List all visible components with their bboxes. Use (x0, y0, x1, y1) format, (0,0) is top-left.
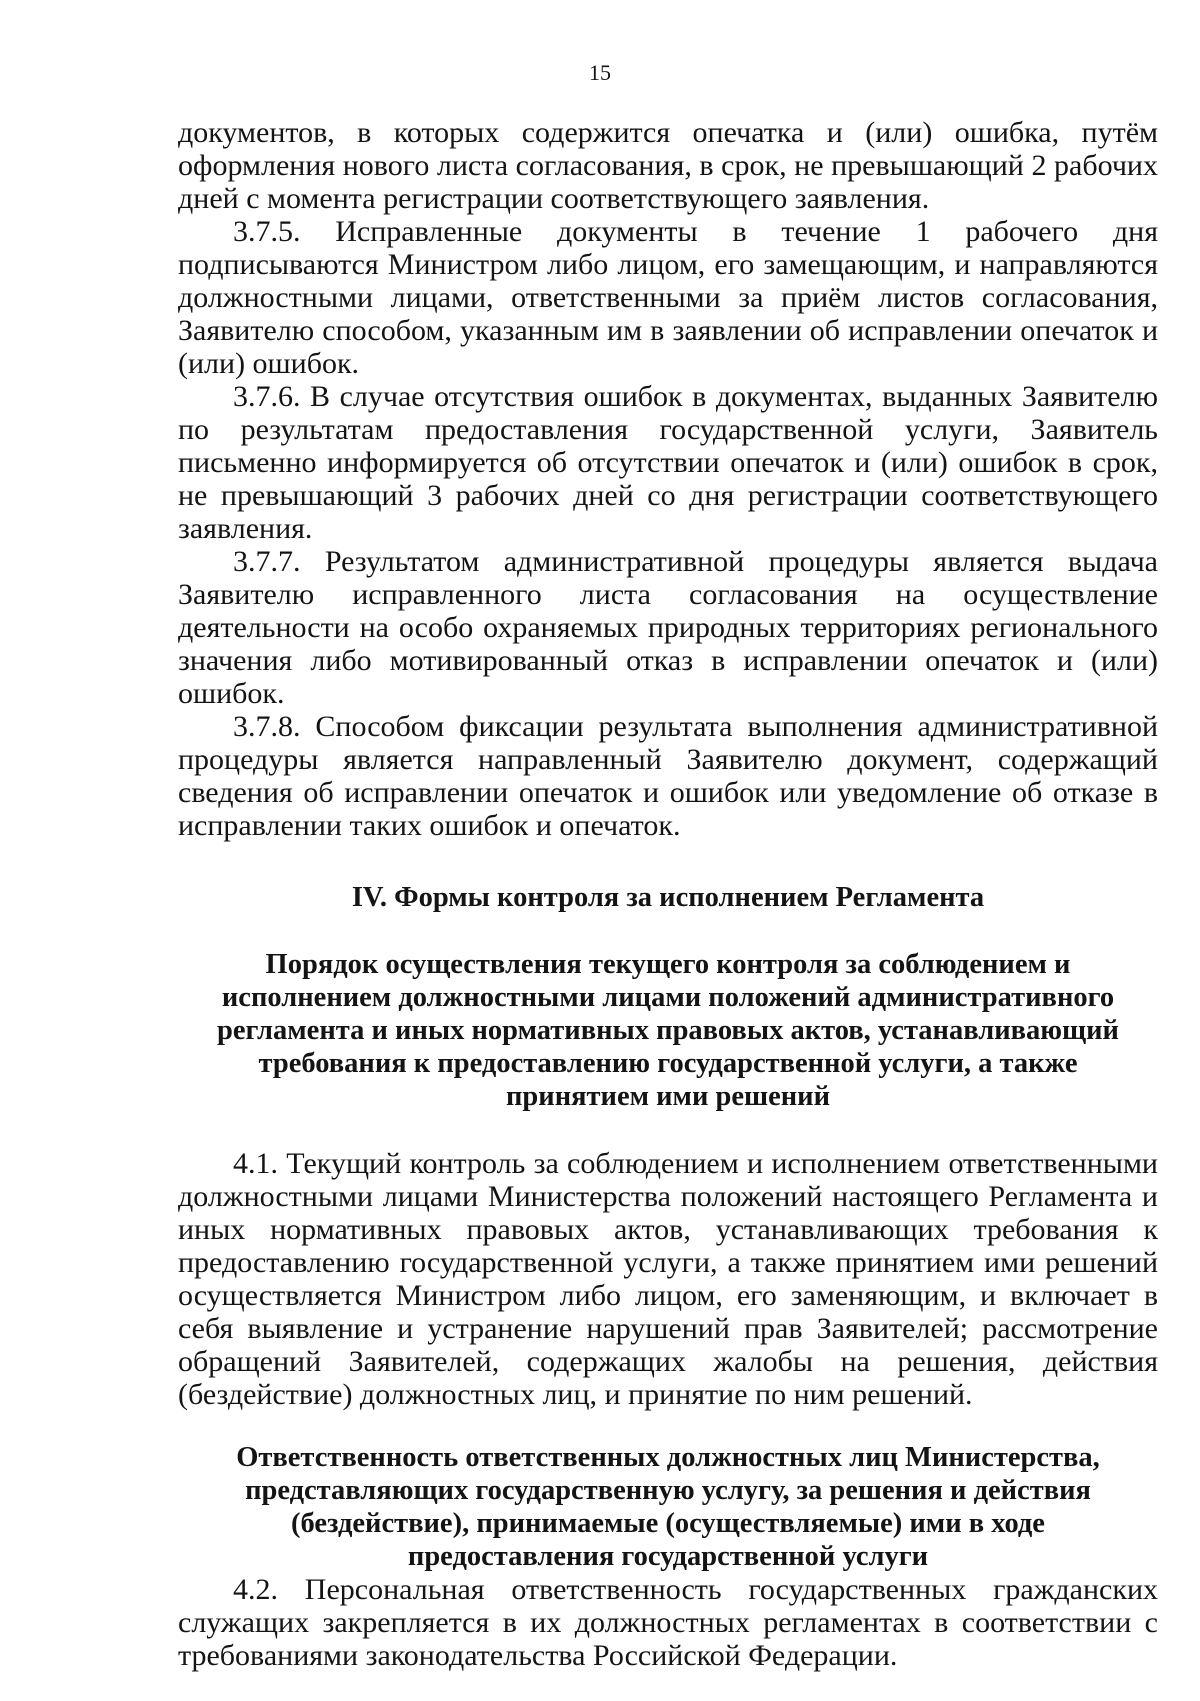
paragraph-4-2: 4.2. Персональная ответственность государственных гражданских служащих закрепляется в их должностных регламентах в соответствии с требованиями законодательства Российской Федерации. (178, 1573, 1158, 1672)
paragraph-3-7-5: 3.7.5. Исправленные документы в течение 1 рабочего дня подписываются Министром либо лицом, его замещающим, и направляются должностными лицами, ответственными за приём листов согласования, Заявителю способом, указанным им в заявлении об исправлении опечаток и (или) ошибок. (178, 215, 1158, 380)
document-body (178, 116, 1158, 1672)
paragraph-3-7-8: 3.7.8. Способом фиксации результата выполнения административной процедуры является направленный Заявителю документ, содержащий сведения об исправлении опечаток и ошибок или уведомление об отказе в исправлении таких ошибок и опечаток. (178, 710, 1158, 842)
subsection-heading-responsibility: Ответственность ответственных должностных лиц Министерства, представляющих государственную услугу, за решения и действия (бездействие), принимаемые (осуществляемые) ими в ходе предоставления государственной услуги (236, 1442, 1100, 1572)
paragraph-continuation: документов, в которых содержится опечатка и (или) ошибка, путём оформления нового листа согласования, в срок, не превышающий 2 рабочих дней с момента регистрации соответствующего заявления. (178, 116, 1158, 215)
section-heading: IV. Формы контроля за исполнением Регламента (351, 882, 985, 913)
spacer (178, 1113, 1158, 1147)
spacer (178, 1411, 1158, 1441)
subsection-heading-current-control: Порядок осуществления текущего контроля за соблюдением и исполнением должностными лицами положений административного регламента и иных нормативных правовых актов, устанавливающий требования к предоставлению государственной услуги, а также принятием ими решений (217, 949, 1119, 1112)
spacer (178, 842, 1158, 881)
paragraph-3-7-7: 3.7.7. Результатом административной процедуры является выдача Заявителю исправленного листа согласования на осуществление деятельности на особо охраняемых природных территориях регионального значения либо мотивированный отказ в исправлении опечаток и (или) ошибок. (178, 545, 1158, 710)
spacer (178, 914, 1158, 948)
paragraph-3-7-6: 3.7.6. В случае отсутствия ошибок в документах, выданных Заявителю по результатам предоставления государственной услуги, Заявитель письменно информируется об отсутствии опечаток и (или) ошибок в срок, не превышающий 3 рабочих дней со дня регистрации соответствующего заявления. (178, 380, 1158, 545)
page-number: 15 (589, 60, 611, 85)
paragraph-4-1: 4.1. Текущий контроль за соблюдением и исполнением ответственными должностными лицами Министерства положений настоящего Регламента и иных нормативных правовых актов, устанавливающих требования к предоставлению государственной услуги, а также принятием ими решений осуществляется Министром либо лицом, его заменяющим, и включает в себя выявление и устранение нарушений прав Заявителей; рассмотрение обращений Заявителей, содержащих жалобы на решения, действия (бездействие) должностных лиц, и принятие по ним решений. (178, 1147, 1158, 1411)
